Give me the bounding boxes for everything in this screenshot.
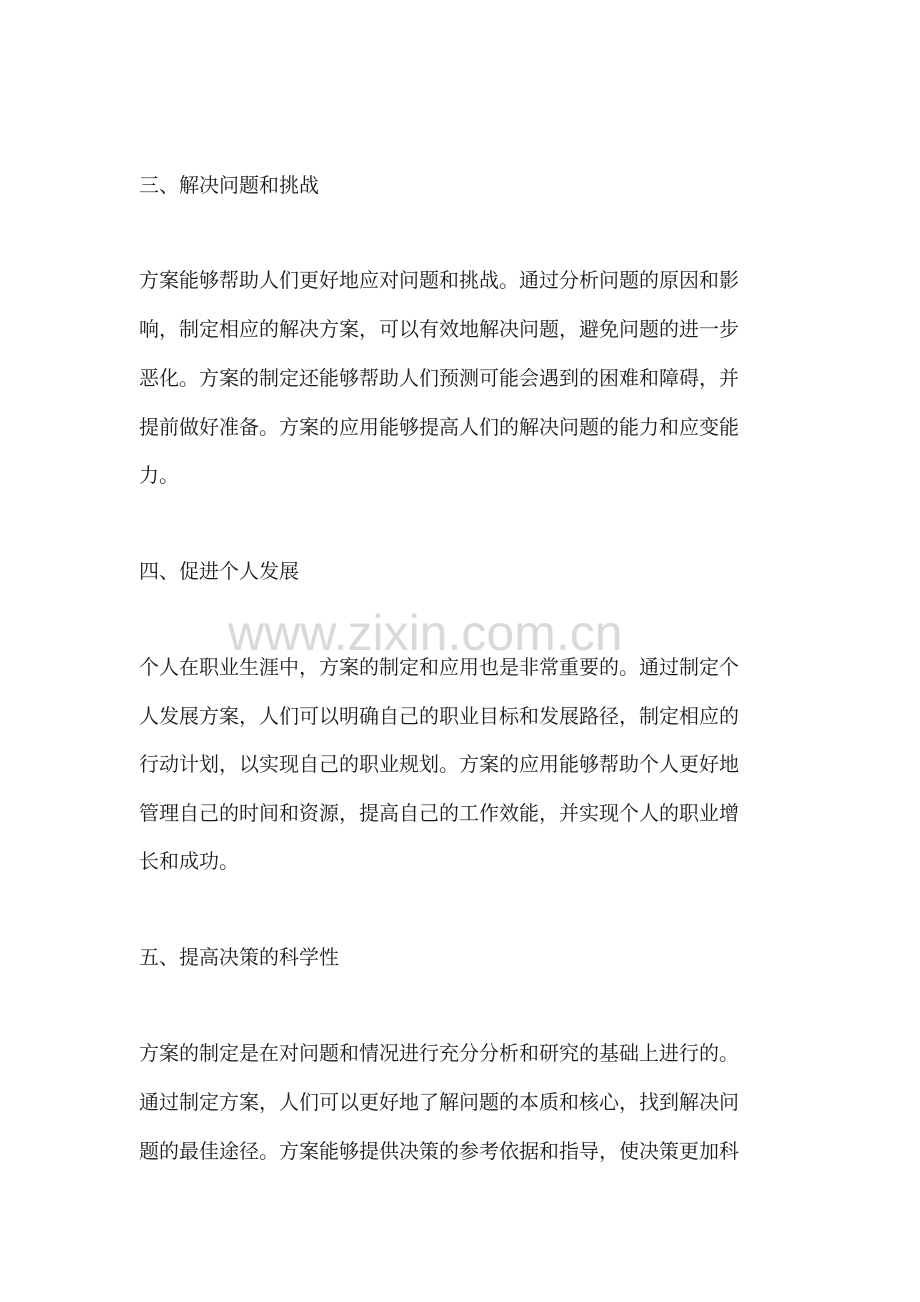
paragraph-line: 响，制定相应的解决方案，可以有效地解决问题，避免问题的进一步: [139, 317, 739, 341]
paragraph-line: 行动计划，以实现自己的职业规划。方案的应用能够帮助个人更好地: [139, 752, 739, 776]
paragraph-line: 方案能够帮助人们更好地应对问题和挑战。通过分析问题的原因和影: [139, 268, 739, 292]
paragraph-line: 长和成功。: [139, 849, 239, 873]
paragraph-line: 管理自己的时间和资源，提高自己的工作效能，并实现个人的职业增: [139, 801, 739, 825]
section-heading: 三、解决问题和挑战: [139, 173, 319, 197]
section-heading: 四、促进个人发展: [139, 559, 299, 583]
paragraph-line: 通过制定方案，人们可以更好地了解问题的本质和核心，找到解决问: [139, 1090, 739, 1114]
watermark: www.zixin.com.cn: [228, 605, 623, 661]
paragraph-line: 方案的制定是在对问题和情况进行充分分析和研究的基础上进行的。: [139, 1041, 739, 1065]
paragraph-line: 题的最佳途径。方案能够提供决策的参考依据和指导，使决策更加科: [139, 1139, 739, 1163]
section-heading: 五、提高决策的科学性: [139, 945, 339, 969]
paragraph-line: 个人在职业生涯中，方案的制定和应用也是非常重要的。通过制定个: [139, 655, 739, 679]
paragraph-line: 恶化。方案的制定还能够帮助人们预测可能会遇到的困难和障碍，并: [139, 366, 739, 390]
paragraph-line: 人发展方案，人们可以明确自己的职业目标和发展路径，制定相应的: [139, 704, 739, 728]
paragraph-line: 力。: [139, 463, 179, 487]
paragraph-line: 提前做好准备。方案的应用能够提高人们的解决问题的能力和应变能: [139, 415, 739, 439]
